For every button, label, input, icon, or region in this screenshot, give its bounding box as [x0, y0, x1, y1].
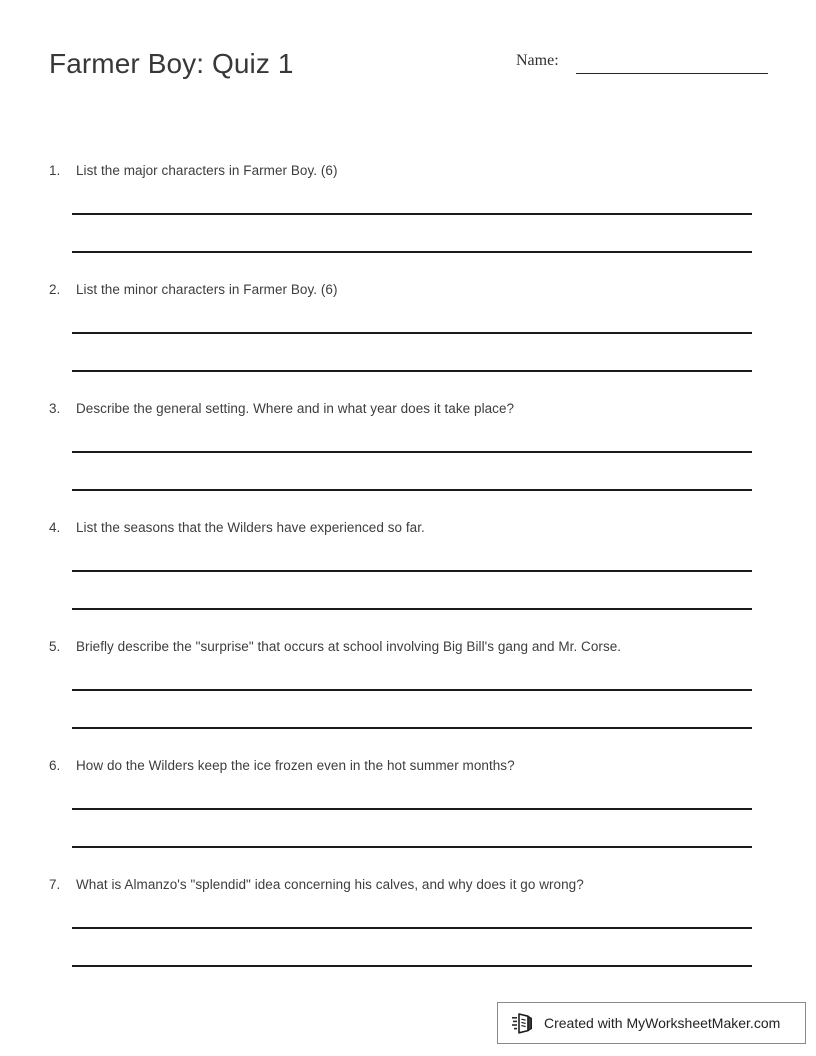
answer-line[interactable]: [72, 370, 752, 372]
question-number: 3.: [49, 401, 61, 416]
answer-line[interactable]: [72, 965, 752, 967]
question-number: 1.: [49, 163, 61, 178]
question-number: 5.: [49, 639, 61, 654]
question-text: List the major characters in Farmer Boy. (6): [76, 163, 338, 178]
question-row: [49, 520, 425, 535]
answer-line[interactable]: [72, 927, 752, 929]
question-number: 2.: [49, 282, 61, 297]
question-block: [49, 639, 767, 749]
question-block: [49, 282, 767, 392]
answer-line[interactable]: [72, 213, 752, 215]
question-row: [49, 282, 338, 297]
question-text: How do the Wilders keep the ice frozen even in the hot summer months?: [76, 758, 515, 773]
question-block: [49, 758, 767, 868]
footer-attribution-badge[interactable]: [497, 1002, 806, 1044]
answer-line[interactable]: [72, 608, 752, 610]
answer-line[interactable]: [72, 727, 752, 729]
name-label: Name:: [516, 52, 559, 69]
question-block: [49, 163, 767, 273]
answer-line[interactable]: [72, 689, 752, 691]
answer-line[interactable]: [72, 489, 752, 491]
question-row: [49, 401, 514, 416]
answer-line[interactable]: [72, 332, 752, 334]
question-row: [49, 163, 338, 178]
answer-line[interactable]: [72, 251, 752, 253]
question-number: 4.: [49, 520, 61, 535]
answer-line[interactable]: [72, 451, 752, 453]
question-row: [49, 639, 621, 654]
question-block: [49, 520, 767, 630]
footer-attribution-text: Created with MyWorksheetMaker.com: [544, 1015, 781, 1031]
question-number: 6.: [49, 758, 61, 773]
question-text: List the minor characters in Farmer Boy. (6): [76, 282, 338, 297]
answer-line[interactable]: [72, 846, 752, 848]
name-field-group: [516, 52, 776, 82]
page-title: Farmer Boy: Quiz 1: [49, 48, 294, 79]
question-block: [49, 401, 767, 511]
worksheet-header: [0, 0, 816, 120]
question-text: List the seasons that the Wilders have experienced so far.: [76, 520, 425, 535]
question-text: Briefly describe the "surprise" that occurs at school involving Big Bill's gang and Mr. Corse.: [76, 639, 622, 654]
question-block: [49, 877, 767, 987]
name-input-line[interactable]: [576, 73, 768, 74]
question-text: Describe the general setting. Where and in what year does it take place?: [76, 401, 515, 416]
question-number: 7.: [49, 877, 61, 892]
worksheet-page-logo-icon: [512, 1011, 536, 1035]
answer-line[interactable]: [72, 570, 752, 572]
answer-line[interactable]: [72, 808, 752, 810]
question-row: [49, 758, 515, 773]
question-row: [49, 877, 584, 892]
question-text: What is Almanzo's "splendid" idea concerning his calves, and why does it go wrong?: [76, 877, 584, 892]
